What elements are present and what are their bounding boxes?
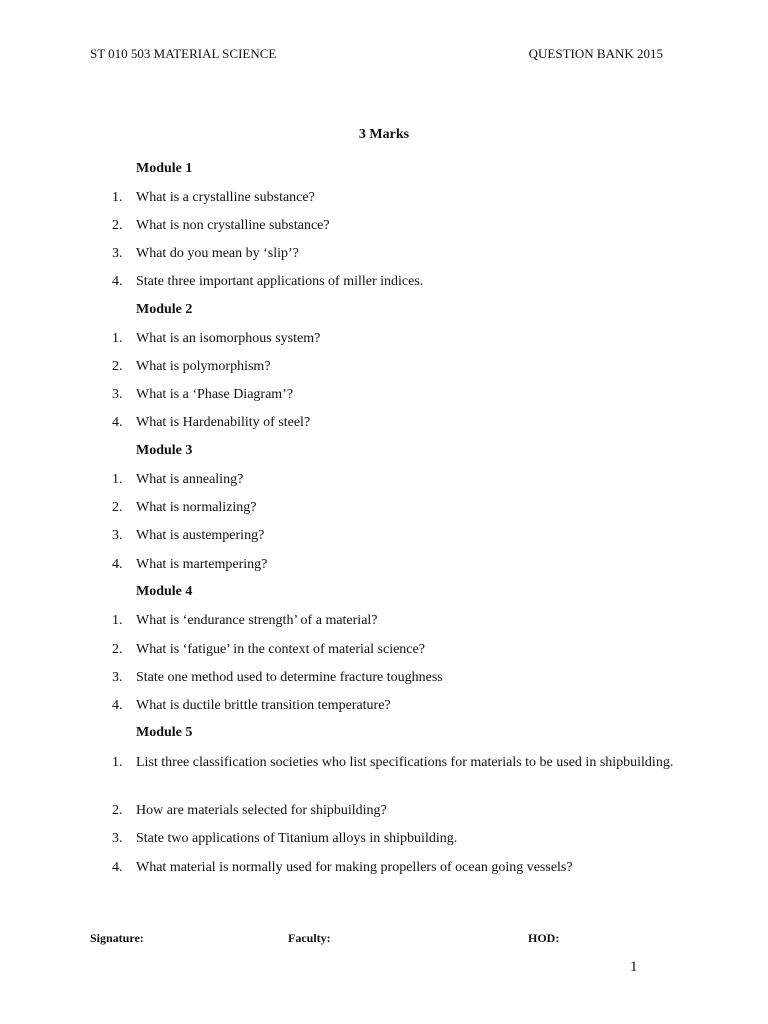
- page-header: [90, 46, 663, 62]
- question-number: 4.: [112, 415, 123, 430]
- question-number: 1.: [112, 190, 123, 205]
- question-text: How are materials selected for shipbuilding?: [136, 803, 387, 818]
- question-item: [112, 188, 677, 208]
- question-number: 1.: [112, 613, 123, 628]
- question-item: [112, 498, 677, 518]
- question-item: [112, 329, 677, 349]
- course-code-title: ST 010 503 MATERIAL SCIENCE: [90, 46, 277, 61]
- question-item: [112, 357, 677, 377]
- question-item: [112, 272, 677, 292]
- question-text: What is an isomorphous system?: [136, 331, 321, 346]
- question-text: What do you mean by ‘slip’?: [136, 246, 299, 261]
- question-number: 3.: [112, 246, 123, 261]
- question-number: 3.: [112, 670, 123, 685]
- question-text: What is Hardenability of steel?: [136, 415, 311, 430]
- question-item: [112, 611, 677, 631]
- question-item: [112, 526, 677, 546]
- question-text: What is ‘endurance strength’ of a material?: [136, 613, 378, 628]
- question-bank-year: QUESTION BANK 2015: [528, 46, 663, 61]
- module-heading: Module 5: [136, 725, 193, 740]
- module-heading: Module 1: [136, 161, 193, 176]
- question-item: [112, 555, 677, 575]
- question-text: What is non crystalline substance?: [136, 218, 330, 233]
- question-text: What is polymorphism?: [136, 359, 271, 374]
- section-title: 3 Marks: [358, 127, 410, 142]
- module-heading: Module 3: [136, 443, 193, 458]
- question-item: [112, 470, 677, 490]
- question-text: List three classification societies who list specifications for materials to be used in shipbuilding.: [136, 755, 674, 770]
- signature-label: Signature:: [90, 931, 144, 945]
- question-number: 4.: [112, 557, 123, 572]
- question-text: State three important applications of miller indices.: [136, 274, 424, 289]
- question-text: What is annealing?: [136, 472, 244, 487]
- question-item: [112, 413, 677, 433]
- question-number: 3.: [112, 387, 123, 402]
- question-text: What is normalizing?: [136, 500, 257, 515]
- question-number: 1.: [112, 755, 123, 770]
- question-number: 2.: [112, 500, 123, 515]
- question-number: 3.: [112, 528, 123, 543]
- question-number: 3.: [112, 831, 123, 846]
- question-text: What is austempering?: [136, 528, 265, 543]
- question-number: 4.: [112, 698, 123, 713]
- question-number: 2.: [112, 803, 123, 818]
- question-item: [112, 753, 677, 773]
- question-number: 2.: [112, 642, 123, 657]
- module-heading: Module 4: [136, 584, 193, 599]
- question-text: What material is normally used for making propellers of ocean going vessels?: [136, 860, 573, 875]
- faculty-label: Faculty:: [288, 931, 331, 945]
- question-item: [112, 216, 677, 236]
- question-item: [112, 640, 677, 660]
- question-text: What is ductile brittle transition temperature?: [136, 698, 391, 713]
- question-number: 1.: [112, 472, 123, 487]
- question-item: [112, 801, 677, 821]
- question-number: 1.: [112, 331, 123, 346]
- page-number: 1: [630, 959, 638, 975]
- question-item: [112, 829, 677, 849]
- question-number: 4.: [112, 274, 123, 289]
- question-item: [112, 858, 677, 878]
- question-item: [112, 385, 677, 405]
- question-text: What is a crystalline substance?: [136, 190, 315, 205]
- question-number: 2.: [112, 359, 123, 374]
- question-item: [112, 668, 677, 688]
- question-number: 4.: [112, 860, 123, 875]
- question-text: What is martempering?: [136, 557, 268, 572]
- question-text: State one method used to determine fracture toughness: [136, 670, 443, 685]
- question-text: State two applications of Titanium alloys in shipbuilding.: [136, 831, 458, 846]
- question-text: What is ‘fatigue’ in the context of material science?: [136, 642, 425, 657]
- question-item: [112, 696, 677, 716]
- question-number: 2.: [112, 218, 123, 233]
- question-item: [112, 244, 677, 264]
- module-heading: Module 2: [136, 302, 193, 317]
- question-text: What is a ‘Phase Diagram’?: [136, 387, 294, 402]
- hod-label: HOD:: [528, 931, 560, 945]
